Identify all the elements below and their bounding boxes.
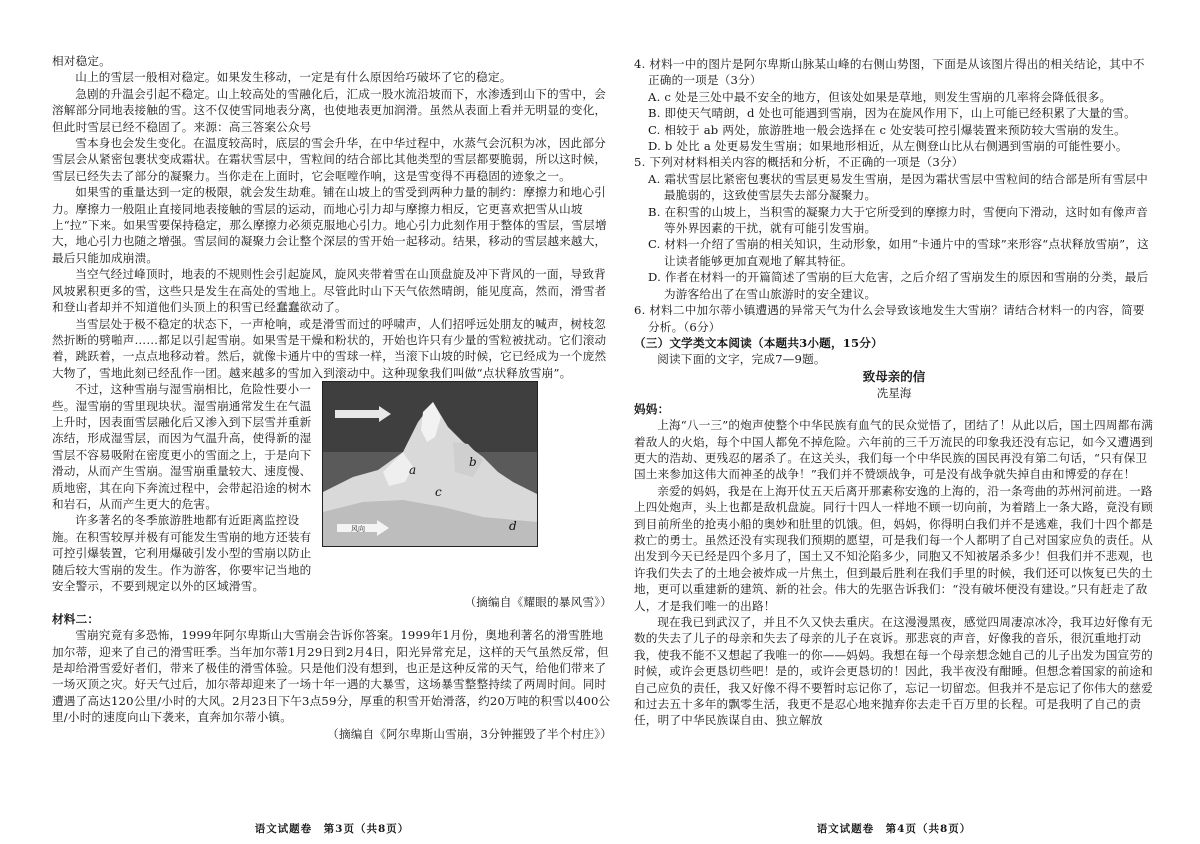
article-title: 致母亲的信	[862, 368, 926, 384]
question-4-option-b: B. 即使天气晴朗，d 处也可能遇到雪崩，因为在旋风作用下，山上可能已经积累了大量的雪。	[648, 106, 1136, 121]
left-paragraph: 当雪层处于极不稳定的状态下，一声枪响，或是滑雪而过的呼啸声，人们招呼远处朋友的喊声，树枝忽然折断的劈啪声……都足以引起雪崩。如果雪是干燥和粉状的，开始也许只有少量的雪粒被扰动。它们滚动着，跳跃着，一点点地移动着。然后，就像卡通片中的雪球一样，当滚下山坡的时候，它已经成为一个庞然大物了，雪地此刻已经乱作一团。越来越多的雪加入到滚动中。这种现象我们叫做“点状释放雪崩”。	[52, 316, 607, 380]
question-4-option-d: D. b 处比 a 处更易发生雪崩；如果地形相近，从左侧登山比从右侧遇到雪崩的可能性要小。	[648, 139, 1128, 154]
left-paragraph: 山上的雪层一般相对稳定。如果发生移动，一定是有什么原因给巧破坏了它的稳定。	[75, 70, 512, 85]
letter-paragraph: 上海“八一三”的炮声使整个中华民族有血气的民众觉悟了，团结了！从此以后，国土四周都布满着敌人的火焰，每个中国人都免不掉危险。六年前的三千万流民的印象我还没有忘记，如今又遭遇到更大的浩劫、更残忍的屠杀了。在这关头，我们每一个中华民族的国民再没有第二句话，“只有保卫国土来参加这伟大而神圣的战争！”我们并不赞颂战争，可是没有战争就失掉自由和博爱的存在！	[634, 418, 1153, 482]
question-4-option-a: A. c 处是三处中最不安全的地方，但该处如果是草地，则发生雪崩的几率将会降低很多。	[648, 89, 1112, 104]
question-5-option-c: C. 材料一介绍了雪崩的相关知识，生动形象，如用“卡通片中的雪球”来形容“点状释放雪崩”，这让读者能够更加直观地了解其特征。	[648, 237, 1149, 268]
letter-salutation: 妈妈：	[634, 401, 670, 416]
left-paragraph: 当空气经过峰顶时，地表的不规则性会引起旋风，旋风夹带着雪在山顶盘旋及冲下背风的一面，导致背风坡累积更多的雪，这些只是发生在高处的雪地上。尽管此时山下天气依然晴朗，能见度高，然而，滑雪者和登山者却并不知道他们头顶上的积雪已经蠢蠢欲动了。	[52, 267, 607, 315]
citation: （摘编自《阿尔卑斯山雪崩，3分钟摧毁了半个村庄》）	[327, 726, 612, 741]
left-paragraph: 雪崩究竟有多恐怖，1999年阿尔卑斯山大雪崩会告诉你答案。1999年1月份，奥地利著名的滑雪胜地加尔蒂，迎来了自己的滑雪旺季。当年加尔蒂1月29日到2月4日，阳光异常充足，这样的天气虽然反常，但是却给滑雪爱好者们，带来了极佳的滑雪体验。只是他们没有想到，也正是这种反常的天气，给他们带来了一场灭顶之灾。好天气过后，加尔蒂却迎来了一场十年一遇的大暴雪，这场暴雪整整持续了两周时间。同时遭遇了高达120公里/小时的大风。2月23日下午3点59分，厚重的积雪开始滑落，约20万吨的积雪以400公里/小时的速度向山下袭来，直奔加尔蒂小镇。	[52, 628, 611, 725]
question-6: 6. 材料二中加尔蒂小镇遭遇的异常天气为什么会导致该地发生大雪崩？请结合材料一的内容，简要分析。（6分）	[634, 303, 1145, 334]
question-4: 4. 材料一中的图片是阿尔卑斯山脉某山峰的右侧山势图，下面是从该图片得出的相关结论，其中不正确的一项是（3分）	[634, 57, 1145, 88]
mountain-terrain-icon	[323, 382, 537, 546]
question-5-option-a: A. 霜状雪层比紧密包裹状的雪层更易发生雪崩，是因为霜状雪层中雪粒间的结合部是所有雪层中最脆弱的，这致使雪层失去部分凝聚力。	[648, 171, 1148, 203]
question-5-option-d: D. 作者在材料一的开篇简述了雪崩的巨大危害，之后介绍了雪崩发生的原因和雪崩的分类，最后为游客给出了在雪山旅游时的安全建议。	[648, 270, 1149, 301]
letter-paragraph: 亲爱的妈妈，我是在上海开仗五天后离开那素称安逸的上海的，沿一条弯曲的苏州河前进。一路上四处炮声，头上也都是敌机盘旋。同行十四人一样地不顾一切向前，为着踏上一条大路，竟没有顾到目前所坐的抢夷小船的奥妙和肚里的饥饿。但，妈妈，你得明白我们并不是逃难，我们十四个都是救亡的勇士。虽然还没有实现我们预期的愿望，可是我们每一个人都明了自己对国家应负的责任。从出发到今天已经是四个多月了，国土又不知沦陷多少，同胞又不知被屠杀多少！但我们并不悲观，也许我们失去了的土地会被炸成一片焦土，但到最后胜利在我们手里的时候，我们还可以恢复已失的土地，更可以重建新的建筑、新的社会。伟大的先驱告诉我们：“没有破坏便没有建设。”只有赶走了敌人，才是我们唯一的出路！	[634, 483, 1153, 613]
page-footer: 语文试题卷 第3页（共8页）	[254, 823, 410, 835]
left-paragraph: 如果雪的重量达到一定的极限，就会发生劫难。铺在山坡上的雪受到两种力量的制约：摩擦力和地心引力。摩擦力一般阻止直接同地表接触的雪层的运动，而地心引力却与摩擦力相反，它更喜欢把雪从山坡上“拉”下来。如果雪要保持稳定，那么摩擦力必须克服地心引力。地心引力此刻作用于整体的雪层，雪层增大，地心引力也随之增强。雪层间的凝聚力会让整个深层的雪开始一起移动。结果，移动的雪层越来越大，最后只能加成崩溃。	[52, 185, 607, 265]
citation: （摘编自《耀眼的暴风雪》）	[464, 595, 612, 610]
figure-section	[52, 381, 612, 594]
left-paragraph: 许多著名的冬季旅游胜地都有近距离监控设施。在积雪较厚并极有可能发生雪崩的地方还装有可控引爆装置，它利用爆破引发小型的雪崩以防止随后较大雪崩的发生。作为游客，你要牢记当地的安全警示，不要到规定以外的区域滑雪。	[52, 513, 312, 593]
page-footer: 语文试题卷 第4页（共8页）	[816, 823, 972, 835]
left-paragraph: 相对稳定。	[52, 54, 111, 68]
article-author: 冼星海	[876, 385, 912, 400]
question-5: 5. 下列对材料相关内容的概括和分析，不正确的一项是（3分）	[634, 155, 964, 170]
point-d-label: d	[509, 519, 517, 534]
left-paragraph: 急剧的升温会引起不稳定。山上较高处的雪融化后，汇成一股水流沿坡而下，水渗透到山下的雪中，会溶解部分同地表接触的雪。这不仅使雪同地表分离，也使地表更加润滑。虽然从表面上看并无明显的变化，但此时雪层已经不稳固了。来源：高三答案公众号	[52, 86, 607, 134]
reading-instruction: 阅读下面的文字，完成7—9题。	[657, 352, 826, 367]
material-two-label: 材料二：	[52, 611, 100, 626]
question-5-option-b: B. 在积雪的山坡上，当积雪的凝聚力大于它所受到的摩擦力时，雪便向下滑动，这时如有像声音等外界因素的干扰，就有可能引发雪崩。	[648, 204, 1149, 236]
right-page	[634, 0, 1154, 844]
mountain-terrain-figure	[322, 381, 538, 547]
left-page	[52, 0, 612, 844]
section-heading: （三）文学类文本阅读（本题共3小题，15分）	[634, 335, 883, 350]
point-c-label: c	[435, 485, 442, 500]
point-b-label: b	[469, 455, 477, 470]
left-paragraph: 不过，这种雪崩与湿雪崩相比，危险性要小一些。湿雪崩的雪里现块状。湿雪崩通常发生在气温上升时，因表面雪层融化后又渗入到下层雪并重新冻结，形成湿雪层，而因为气温升高，使得新的湿雪层不容易吸附在密度更小的雪面之上，于是向下滑动，从而产生雪崩。湿雪崩重量较大、速度慢、质地密，其在向下奔流过程中，会带起沿途的树木和岩石，从而产生更大的危害。	[52, 382, 312, 511]
left-paragraph: 雪本身也会发生变化。在温度较高时，底层的雪会升华，在中华过程中，水蒸气会沉积为冰，因此部分雪层会从紧密包裹状变成霜状。在霜状雪层中，雪粒间的结合部比其他类型的雪层都要脆弱，所以这时候，雪层已经失去了部分的凝聚力。当你走在上面时，它会哐嘡作响，这是雪变得不再稳固的迹象之一。	[52, 136, 607, 183]
question-4-option-c: C. 相较于 ab 两处，旅游胜地一般会选择在 c 处安装可控引爆装置来预防较大雪崩的发生。	[648, 122, 1126, 137]
point-a-label: a	[409, 463, 417, 478]
wind-direction-label: 风向	[351, 525, 365, 534]
letter-paragraph: 现在我已到武汉了，并且不久又快去重庆。在这漫漫黑夜，感觉四周凄凉冰冷，我耳边好像有无数的失去了儿子的母亲和失去了母亲的儿子在哀诉。那悲哀的声音，好像我的音乐，很沉重地打动我，使我不能不又想起了我唯一的你——妈妈。我想在每一个母亲想念她自己的儿子出发为国宣劳的时候，或许会更恳切些吧！是的，或许会更恳切的！因此，我半夜没有酣睡。但想念着国家的前途和自己应负的责任，我又好像不得不要暂时忘记你了，忘记一切留恋。但我并不是忘记了你伟大的慈爱和过去五十多年的飘零生活，我更不是忍心地来抛弃你去走千百万里的长程。可是我明了自己的责任，明了中华民族谋自由、独立解放	[634, 615, 1153, 728]
